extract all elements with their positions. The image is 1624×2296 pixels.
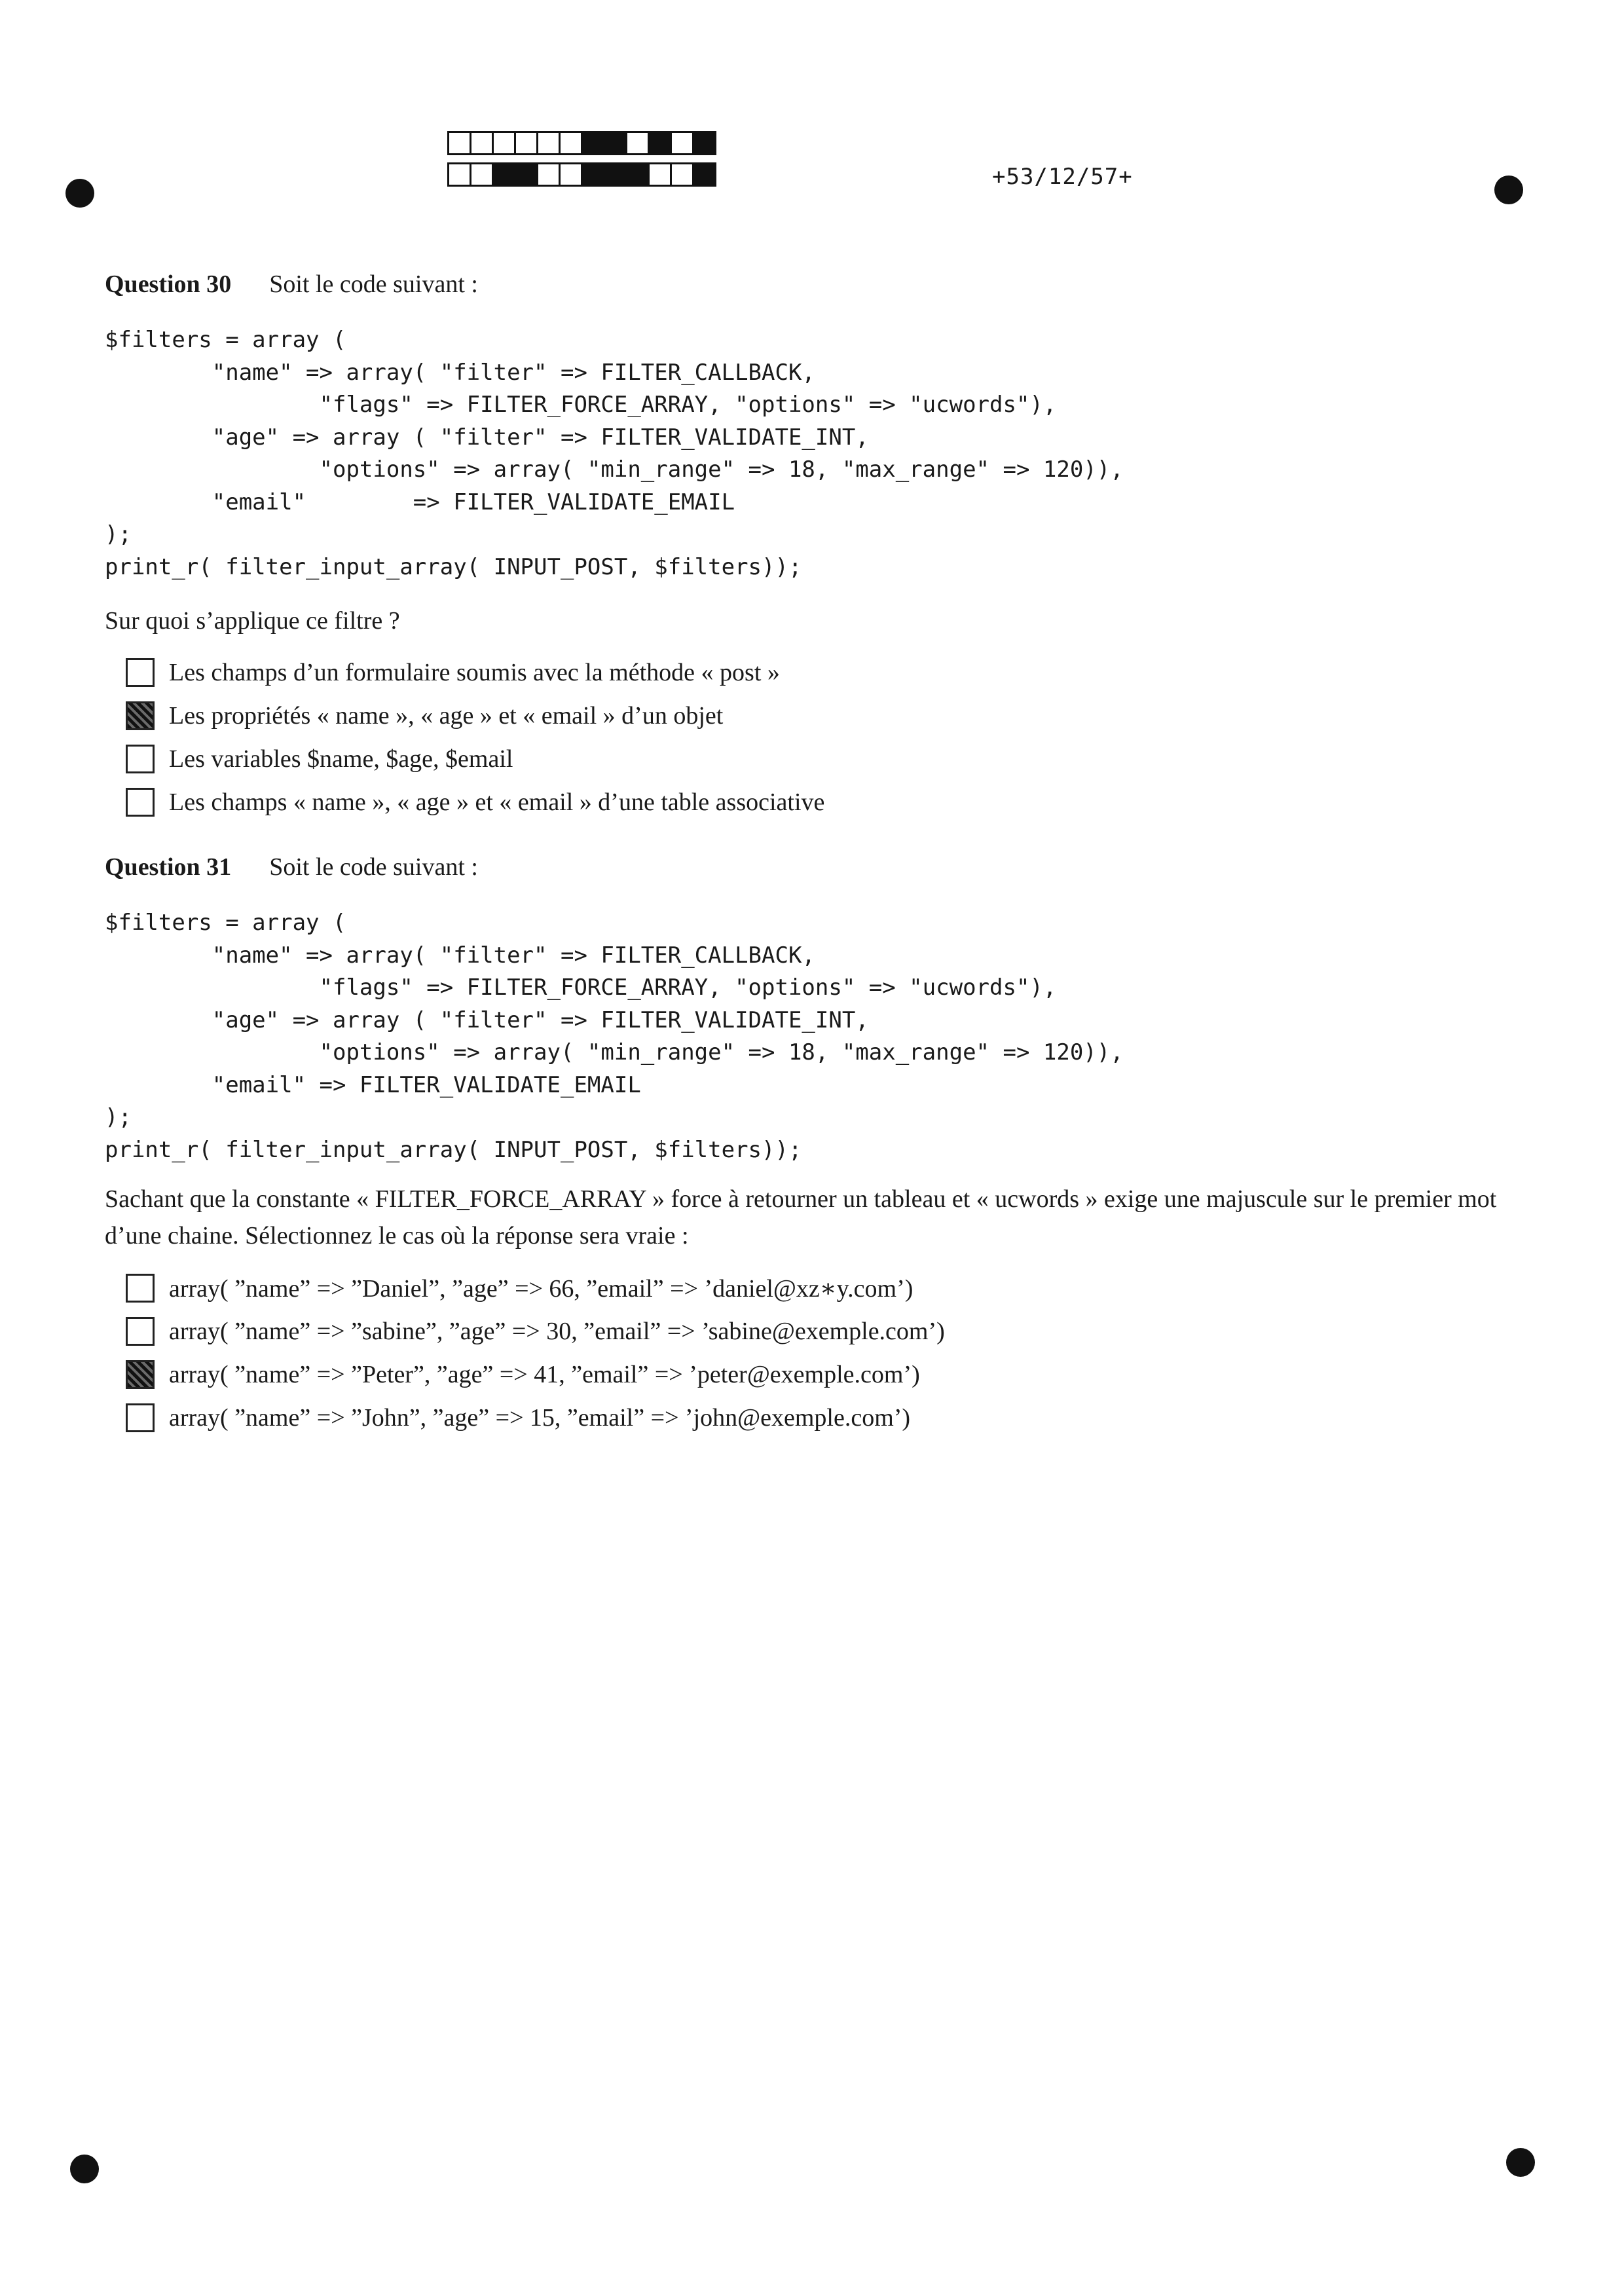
barcode-cell <box>603 162 627 187</box>
barcode-cell <box>559 162 583 187</box>
checkbox[interactable] <box>126 745 155 773</box>
answer-option[interactable] <box>126 1353 945 1396</box>
barcode-cell <box>447 162 471 187</box>
barcode-cell <box>692 162 716 187</box>
registration-mark-top-left <box>65 179 94 208</box>
answer-option-label: Les variables $name, $age, $email <box>169 745 513 773</box>
answer-option[interactable] <box>126 1267 945 1310</box>
answer-option[interactable] <box>126 651 824 694</box>
barcode-cell <box>692 131 716 155</box>
checked-checkbox[interactable] <box>126 701 155 730</box>
question-30-options <box>126 651 824 824</box>
answer-option-label: array( ”name” => ”Daniel”, ”age” => 66, ”email” => ’daniel@xz∗y.com’) <box>169 1274 913 1303</box>
answer-option-label: Les propriétés « name », « age » et « email » d’un objet <box>169 702 724 730</box>
checkbox[interactable] <box>126 1274 155 1303</box>
answer-option[interactable] <box>126 1396 945 1439</box>
barcode-cell <box>536 131 561 155</box>
answer-option[interactable] <box>126 737 824 781</box>
question-30-header <box>105 270 478 299</box>
barcode-cell <box>648 131 672 155</box>
question-31-header <box>105 853 478 881</box>
checkbox[interactable] <box>126 658 155 687</box>
barcode-cell <box>492 131 516 155</box>
answer-option[interactable] <box>126 781 824 824</box>
checked-checkbox[interactable] <box>126 1360 155 1389</box>
barcode-cell <box>536 162 561 187</box>
barcode-cell <box>648 162 672 187</box>
question-number: Question 30 <box>105 270 232 298</box>
barcode-cell <box>559 131 583 155</box>
question-30-prompt: Sur quoi s’applique ce filtre ? <box>105 607 400 635</box>
barcode-cell <box>670 162 694 187</box>
barcode-cell <box>581 162 605 187</box>
question-30-code: $filters = array ( "name" => array( "filter" => FILTER_CALLBACK, "flags" => FILTER_FORCE_ARRAY, "options" => "ucwords"), "age" => array ( "filter" => FILTER_VALIDATE_INT, "options" => array( "min_range" => 18, "max_range" => 120)), "email" => FILTER_VALIDATE_EMAIL ); print_r( filter_input_array( INPUT_POST, $filters)); <box>105 327 1124 580</box>
answer-option-label: Les champs « name », « age » et « email » d’une table associative <box>169 788 825 816</box>
page-code: +53/12/57+ <box>992 164 1133 190</box>
barcode-cell <box>514 131 538 155</box>
barcode-cell <box>670 131 694 155</box>
barcode-row-1 <box>447 131 714 155</box>
answer-option-label: array( ”name” => ”sabine”, ”age” => 30, ”email” => ’sabine@exemple.com’) <box>169 1318 945 1345</box>
checkbox[interactable] <box>126 788 155 817</box>
registration-mark-bottom-right <box>1506 2148 1535 2177</box>
barcode-cell <box>625 162 650 187</box>
barcode-row-2 <box>447 162 714 187</box>
registration-mark-top-right <box>1494 176 1523 204</box>
question-intro: Soit le code suivant : <box>269 270 478 298</box>
checkbox[interactable] <box>126 1317 155 1346</box>
question-31-options <box>126 1267 945 1439</box>
barcode-cell <box>447 131 471 155</box>
barcode-cell <box>470 131 494 155</box>
barcode-cell <box>514 162 538 187</box>
answer-option[interactable] <box>126 694 824 737</box>
answer-option-label: array( ”name” => ”John”, ”age” => 15, ”email” => ’john@exemple.com’) <box>169 1404 911 1432</box>
question-31-prompt: Sachant que la constante « FILTER_FORCE_ARRAY » force à retourner un tableau et « ucwords » exige une majuscule sur le premier mot d’une chaine. Sélectionnez le cas où la réponse sera vraie : <box>105 1185 1497 1250</box>
question-31-code: $filters = array ( "name" => array( "filter" => FILTER_CALLBACK, "flags" => FILTER_FORCE_ARRAY, "options" => "ucwords"), "age" => array ( "filter" => FILTER_VALIDATE_INT, "options" => array( "min_range" => 18, "max_range" => 120)), "email" => FILTER_VALIDATE_EMAIL ); print_r( filter_input_array( INPUT_POST, $filters)); <box>105 910 1124 1163</box>
answer-option-label: Les champs d’un formulaire soumis avec la méthode « post » <box>169 659 780 686</box>
barcode-cell <box>603 131 627 155</box>
answer-option-label: array( ”name” => ”Peter”, ”age” => 41, ”email” => ’peter@exemple.com’) <box>169 1361 920 1388</box>
checkbox[interactable] <box>126 1403 155 1432</box>
barcode-cell <box>470 162 494 187</box>
question-number: Question 31 <box>105 853 232 881</box>
answer-option[interactable] <box>126 1310 945 1353</box>
barcode-cell <box>581 131 605 155</box>
question-intro: Soit le code suivant : <box>269 853 478 881</box>
barcode-cell <box>492 162 516 187</box>
barcode-cell <box>625 131 650 155</box>
registration-mark-bottom-left <box>70 2155 99 2183</box>
